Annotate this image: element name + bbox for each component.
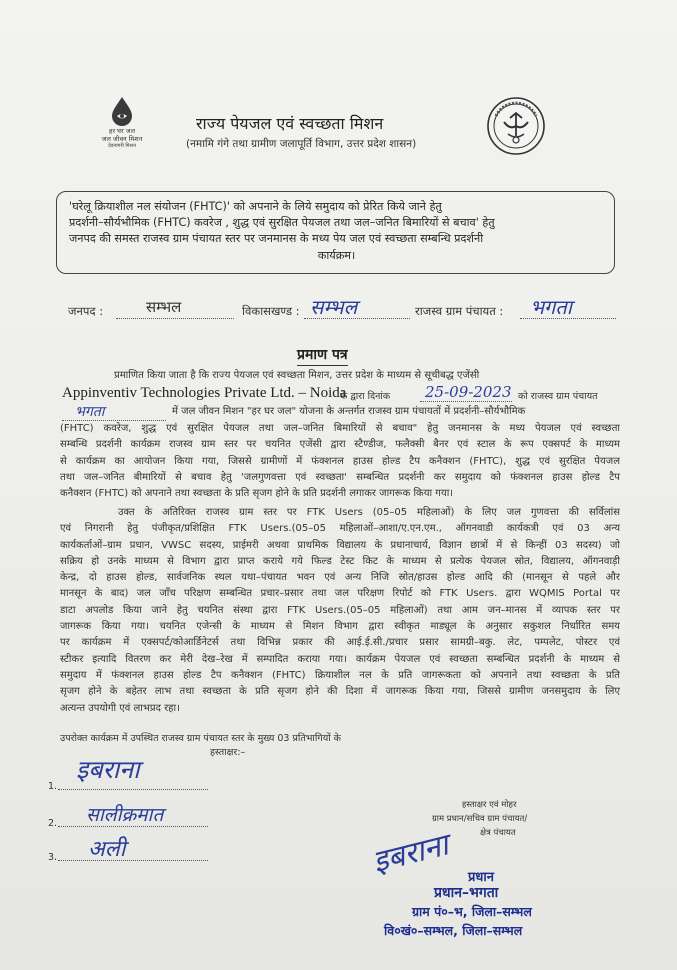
signatures-intro-2: हस्ताक्षर:– bbox=[210, 747, 246, 758]
banner-line-3: जनपद की समस्त राजस्व ग्राम पंचायत स्तर पर जनमानस के मध्य पेय जल एवं स्वच्छता सम्बन्धि प्रदर्शनी bbox=[69, 232, 484, 246]
para1-line-1: प्रमाणित किया जाता है कि राज्य पेयजल एवं स्वच्छता मिशन, उत्तर प्रदेश के माध्यम से सूचीबद्ध एजेंसी bbox=[114, 370, 480, 381]
banner-line-2: प्रदर्शनी–सौर्यभौमिक (FHTC) कवरेज , शुद्ध एवं सुरक्षित पेयजल तथा जल–जनित बिमारियों से बचाव' हेतु bbox=[69, 216, 495, 230]
para1-line-5: सम्बन्धि प्रदर्शनी कार्यक्रम राजस्व ग्राम स्तर पर चयनित एजेंसी द्वारा स्टैण्डीज, फलैक्सी बैनर एवं स्टाल के रूप एक्सपर्ट के माध्यम bbox=[60, 439, 620, 451]
district-value: सम्भल bbox=[146, 298, 182, 316]
para2-line-10: स्टीकर इत्यादि वितरण कर मेरी देख–रेख में सम्पादित कराया गया। कार्यक्रम पेयजल एवं स्वच्छता सम्बन्धित प्रदर्शनी के माध्यम से bbox=[60, 653, 620, 665]
para1-body bbox=[60, 421, 620, 502]
block-label: विकासखण्ड : bbox=[242, 304, 300, 318]
district-underline bbox=[116, 318, 234, 319]
district-label: जनपद : bbox=[68, 304, 104, 318]
para2-line-5: केन्द्र, दो हाउस होल्ड, सार्वजनिक स्थल यथा–पंचायत भवन एवं अन्य निजि स्रोत/हाउस होल्ड आदि की (मानसून से पहले और bbox=[60, 572, 620, 584]
water-drop-icon bbox=[105, 96, 139, 128]
signature-3: अली bbox=[88, 837, 126, 862]
para1-line-7: तथा जल–जनित बीमारियों से बचाव हेतु 'जलगुणवत्ता एवं स्वच्छता' सम्बन्धित प्रदर्शनी कर समुदाय को फंक्शनल हाउस होल्ड टैप bbox=[60, 471, 620, 483]
authority-line-1: हस्ताक्षर एवं मोहर bbox=[462, 800, 517, 810]
para1-line-3-text: में जल जीवन मिशन "हर घर जल" योजना के अन्तर्गत राजस्व ग्राम पंचायतों में प्रदर्शनी–सौर्यभौमिक bbox=[172, 406, 526, 417]
signature-1: इबराना bbox=[76, 755, 140, 784]
logo-text-2: जल जीवन मिशन bbox=[101, 134, 143, 143]
signature-3-number: 3. bbox=[48, 852, 58, 863]
logo-text-3: देवनागरी मिशन bbox=[108, 143, 136, 149]
para2-line-11: समुदाय में फंक्शनल हाउस होल्ड टैप कनैक्शन (FHTC) क्रियाशील नल के प्रति जागरूकता को अपनाने तथा स्वच्छता के प्रति bbox=[60, 669, 620, 681]
para2-line-7: डाटा अपलोड किया जाने हेतु चयनित संस्था द्वारा FTK Users.(05–05 महिलाओं) तथा आम जन–मानस में व्यापक स्तर पर bbox=[60, 604, 620, 616]
program-title-box bbox=[56, 191, 615, 274]
para2-line-4: सक्रिय हो उनके माध्यम से विभाग द्वारा प्राप्त कराये गये फिल्ड टेस्ट किट के माध्यम से प्रत्येक पेयजल स्रोत, विद्यालय, ऑगनवाड़ी bbox=[60, 555, 620, 567]
block-value: सम्भल bbox=[310, 295, 358, 319]
signature-2: सालीक्रमात bbox=[86, 804, 164, 826]
para2-line-13: अत्यन्त उपयोगी एवं लाभप्रद रहा। bbox=[60, 702, 180, 714]
stamp-line-2: प्रधान–भगता bbox=[434, 885, 499, 901]
page-subtitle: (नमामि गंगे तथा ग्रामीण जलापूर्ति विभाग, उत्तर प्रदेश शासन) bbox=[186, 138, 417, 150]
date-label: के द्वारा दिनांक bbox=[340, 391, 391, 402]
para2-line-6: मानसून के बाद) जल जाँच परिक्षण सम्बन्धित प्रचार–प्रसार तथा जल परिक्षण रिपोर्ट को FTK Users. द्वारा WQMIS Portal पर bbox=[60, 588, 620, 600]
para2-line-1: उक्त के अतिरिक्त राजस्व ग्राम स्तर पर FTK Users (05–05 महिलाओं) के लिए जल गुणवत्ता की सर्विलांस bbox=[118, 507, 620, 518]
para2-line-3: कार्यकर्ताओं–ग्राम प्रधान, VWSC सदस्य, प्राईमरी अथवा प्राथमिक विद्यालय के प्रधानाचार्य, विज्ञान छात्रों में से किन्हीं 03 सदस्य) जो bbox=[60, 539, 620, 551]
date-underline bbox=[420, 401, 512, 402]
signature-3-line bbox=[58, 860, 208, 861]
para2-line-8: जागरूक किया गया। चयनित एजेन्सी के माध्यम से मिशन विभाग द्वारा स्वीकृत माड्यूल के अनुसार सकुशल निर्धारित समय bbox=[60, 621, 620, 633]
para1-line-6: से कार्यक्रम का आयोजन किया गया, जिससे ग्रामीणों में फंक्शनल हाउस होल्ड टैप कनैक्शन (FHTC), शुद्ध एवं सुरक्षित पेयजल bbox=[60, 455, 620, 467]
agency-name: Appinventiv Technologies Private Ltd. – Noida bbox=[62, 385, 347, 401]
pradhan-signature: इबराना bbox=[369, 827, 452, 881]
banner-line-4: कार्यक्रम। bbox=[317, 248, 356, 262]
signature-1-number: 1. bbox=[48, 781, 58, 792]
signatures-intro: उपरोक्त कार्यक्रम में उपस्थित राजस्व ग्राम पंचायत स्तर के मुख्य 03 प्रतिभागियों के bbox=[60, 733, 341, 744]
banner-line-1: 'घरेलू क्रियाशील नल संयोजन (FHTC)' को अपनाने के लिये समुदाय को प्रेरित किये जाने हेतु bbox=[69, 200, 442, 213]
stamp-line-4: वि०खं०–सम्भल, जिला–सम्भल bbox=[384, 923, 523, 938]
para1-line-4: (FHTC) कवरेज, शुद्ध एवं सुरक्षित पेयजल तथा जल–जनित बिमारियों से बचाव" हेतु जनमानस के मध्य पेयजल एवं स्वच्छता bbox=[60, 423, 620, 434]
program-date: 25-09-2023 bbox=[425, 383, 512, 401]
village-name: भगता bbox=[75, 404, 105, 420]
signature-1-line bbox=[58, 789, 208, 790]
para1-line-3 bbox=[172, 404, 620, 420]
certificate-title: प्रमाण पत्र bbox=[297, 345, 348, 366]
panchayat-ref-label: को राजस्व ग्राम पंचायत bbox=[518, 391, 598, 402]
paragraph-1 bbox=[60, 368, 620, 384]
panchayat-value: भगता bbox=[530, 295, 572, 319]
para2-line-2: एवं निगरानी हेतु पंजीकृत/प्रशिक्षित FTK Users.(05–05 महिलाओं–आशा/ए.एन.एम., ऑगनवाडी कार्यकत्री एवं 03 अन्य bbox=[60, 523, 620, 535]
authority-line-2: ग्राम प्रधान/सचिव ग्राम पंचायत/ bbox=[432, 814, 528, 824]
stamp-line-1: प्रधान bbox=[468, 870, 494, 885]
para2-line-9: पर कार्यक्रम में एक्सपर्ट/कोआर्डिनेटर्स तथा विभिन्न प्रकार की आई.ई.सी./प्रचार प्रसार सामग्री–बकु. लेट, पम्पलेट, पोस्टर एवं bbox=[60, 637, 620, 649]
signature-2-number: 2. bbox=[48, 818, 58, 829]
logo-text-1: हर घर जल bbox=[109, 127, 135, 135]
authority-line-3: क्षेत्र पंचायत bbox=[480, 828, 516, 838]
panchayat-underline bbox=[520, 318, 616, 319]
stamp-line-3: ग्राम पं०–भ, जिला–सम्भल bbox=[412, 904, 532, 919]
up-government-seal-icon bbox=[486, 96, 546, 156]
panchayat-label: राजस्व ग्राम पंचायत : bbox=[415, 304, 504, 318]
para2-line-12: सृजग होने के बहेतर लाभ तथा स्वच्छता के प्रति सृजग होने की दिशा में जागरूक किया गया, जिससे ग्रामीण जनसमुदाय के लिए bbox=[60, 686, 620, 698]
har-ghar-jal-logo bbox=[96, 96, 148, 154]
page-title: राज्य पेयजल एवं स्वच्छता मिशन bbox=[196, 114, 384, 133]
para1-line-8: कनैक्शन (FHTC) को अपनाने तथा स्वच्छता के प्रति सृजग होने के प्रति प्रदर्शनी लगाकर जागरूक किया गया। bbox=[60, 488, 454, 500]
paragraph-2 bbox=[60, 505, 620, 717]
block-underline bbox=[304, 318, 410, 319]
